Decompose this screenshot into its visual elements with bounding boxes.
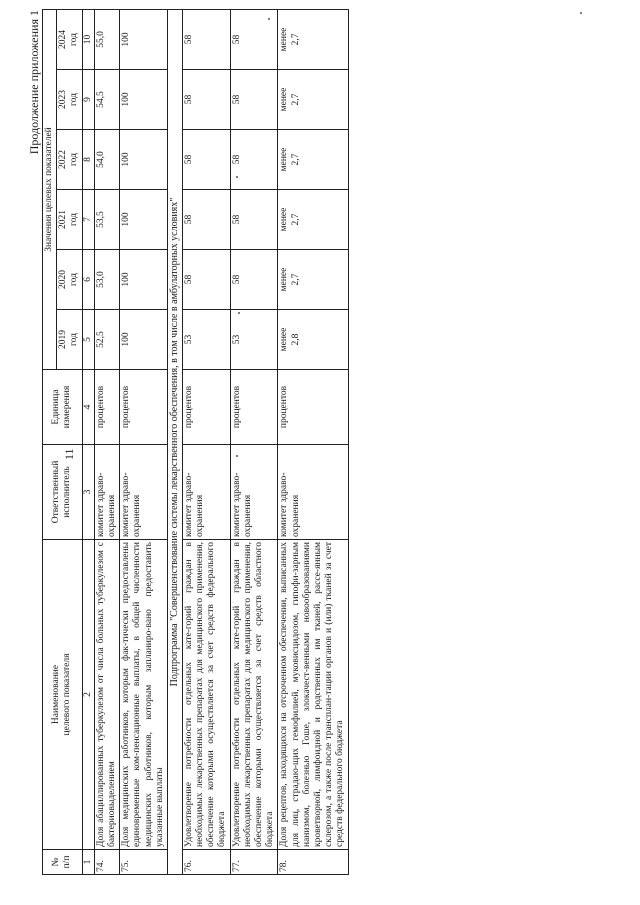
value-cell: менее 2,7 [278,130,348,190]
value-cell: менее 2,7 [278,9,348,69]
header-column-number: 1 [82,850,94,875]
unit-cell: процентов [120,370,168,445]
header-column-number: 10 [82,9,94,69]
indicators-table [42,9,349,875]
table-row [278,9,348,874]
header-unit: Единица измерения [43,370,83,445]
header-column-number: 6 [82,250,94,310]
value-cell: 53,5 [94,190,119,250]
executor-cell: комитет здраво- охранения [94,445,119,540]
header-column-numbers-row [82,9,94,874]
row-number: 78. [278,850,348,875]
subprogram-header-row [168,9,183,874]
value-cell: 58 [182,250,230,310]
row-number: 77. [230,850,278,875]
unit-cell: процентов [94,370,119,445]
value-cell: 53,0 [94,250,119,310]
value-cell: 100 [120,190,168,250]
indicator-name: Доля медицинских работников, которым фак-тически предоставлены единовременные ком-пенсационные выплаты, в общей численности медицинских работников, которым запланиро-вано предоставить указанные выплаты [120,540,168,850]
unit-cell: процентов [182,370,230,445]
header-year: 2022 год [57,130,82,190]
value-cell: 58 [182,130,230,190]
table-row [94,9,119,874]
value-cell: 58 [182,190,230,250]
value-cell: 100 [120,70,168,130]
value-cell: 100 [120,9,168,69]
value-cell: менее 2,7 [278,250,348,310]
value-cell: 53 [230,310,278,370]
row-number: 75. [120,850,168,875]
unit-cell: процентов [278,370,348,445]
value-cell: 53 [182,310,230,370]
header-year: 2024 год [57,9,82,69]
executor-cell: комитет здраво- охранения [278,445,348,540]
indicator-name: Доля рецептов, находящихся на отсроченном обеспечении, выписанных для лиц, страдаю-щих гемофилией, муковисцидозом, гипофи-зарным нанизмом, болезнью Гоше, злокачест-венными новообразованиями кроветворной, лимфоидной и родственных им тканей, рассе-янным склерозом, а также после трансплан-тации органов и (или) тканей за счет средств федерального бюджета [278,540,348,850]
header-year: 2020 год [57,250,82,310]
header-year: 2023 год [57,70,82,130]
value-cell: 58 [182,70,230,130]
indicator-name: Удовлетворение потребности отдельных кате-горий граждан в необходимых лекарственных препаратах для медицинского применения, обеспечение которыми осуществляется за счет средств федерального бюджета [182,540,230,850]
indicator-name: Удовлетворение потребности отдельных кате-горий граждан в необходимых лекарственных препаратах для медицинского применения, обеспечение которыми осуществляется за счет средств областного бюджета [230,540,278,850]
value-cell: 58 [230,190,278,250]
page-number: 11 [62,448,76,460]
value-cell: менее 2,8 [278,310,348,370]
table-row [182,9,230,874]
header-year: 2019 год [57,310,82,370]
header-column-number: 7 [82,190,94,250]
table-body [94,9,348,874]
table-row [230,9,278,874]
header-column-number: 4 [82,370,94,445]
value-cell: 58 [230,130,278,190]
value-cell: 58 [182,9,230,69]
header-column-number: 2 [82,540,94,850]
header-year: 2021 год [57,190,82,250]
value-cell: 100 [120,130,168,190]
value-cell: 100 [120,250,168,310]
value-cell: 100 [120,310,168,370]
value-cell: 55,0 [94,9,119,69]
value-cell: 58 [230,70,278,130]
executor-cell: комитет здраво- охранения [120,445,168,540]
indicator-name: Доля абациллированных туберкулезом от числа больных туберкулезом с бактериовыделением [94,540,119,850]
header-column-number: 9 [82,70,94,130]
row-number: 74. [94,850,119,875]
header-executor: Ответственный исполнитель [43,445,83,540]
value-cell: 58 [230,9,278,69]
header-name: Наименование целевого показателя [43,540,83,850]
row-number: 76. [182,850,230,875]
unit-cell: процентов [230,370,278,445]
continuation-label: Продолжение приложения 1 [27,10,41,155]
value-cell: 54,0 [94,130,119,190]
executor-cell: комитет здраво- охранения [182,445,230,540]
value-cell: 52,5 [94,310,119,370]
header-column-number: 3 [82,445,94,540]
value-cell: 58 [230,250,278,310]
header-column-number: 8 [82,130,94,190]
value-cell: менее 2,7 [278,70,348,130]
header-num: № п/п [43,850,83,875]
value-cell: 54,5 [94,70,119,130]
subprogram-title: Подпрограмма "Совершенствование системы лекарственного обеспечения, в том числе в амбулаторных условиях" [168,9,183,874]
table-row [120,9,168,874]
header-values-group: Значения целевых показателей [43,9,57,369]
header-column-number: 5 [82,310,94,370]
executor-cell: комитет здраво- охранения [230,445,278,540]
value-cell: менее 2,7 [278,190,348,250]
